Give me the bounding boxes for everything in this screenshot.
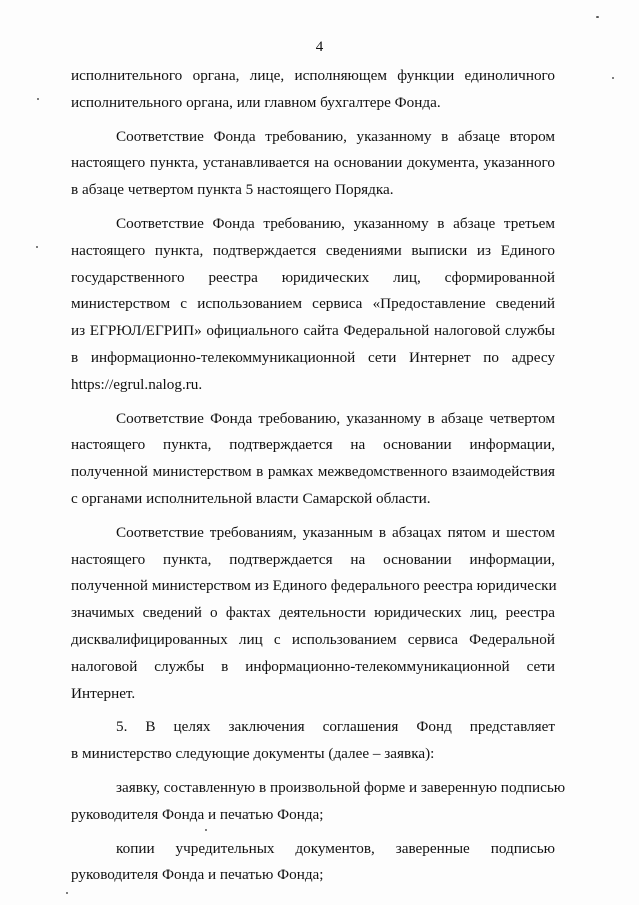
text-line: 5. В целях заключения соглашения Фонд представляет [116,718,555,736]
paragraph [71,520,555,708]
text-line: из ЕГРЮЛ/ЕГРИП» официального сайта Федеральной налоговой службы [71,322,555,340]
text-line: исполнительного органа, лице, исполняющем функции единоличного [71,67,555,84]
text-line: министерством с использованием сервиса «Предоставление сведений [71,295,555,313]
text-line: копии учредительных документов, заверенные подписью [116,839,555,857]
text-line: государственного реестра юридических лиц, сформированной [71,268,555,286]
paragraph [71,124,555,204]
scan-speck [37,98,39,100]
text-line: настоящего пункта, подтверждается сведениями выписки из Единого [71,241,555,259]
text-line: заявку, составленную в произвольной форме и заверенную подписью [116,778,566,796]
text-line: значимых сведений о фактах деятельности юридических лиц, реестра [71,604,555,622]
text-line: в министерство следующие документы (далее – заявка): [71,745,435,763]
paragraph [71,63,555,117]
paragraph-gap [71,399,555,406]
text-line: Соответствие Фонда требованию, указанному в абзаце четвертом [116,409,555,427]
paragraph [71,714,555,768]
text-line: исполнительного органа, или главном бухгалтере Фонда. [71,93,441,111]
text-line: дисквалифицированных лиц с использованием сервиса Федеральной [71,630,555,648]
paragraph-gap [71,829,555,836]
scan-speck [36,246,38,248]
paragraph [71,406,555,513]
text-line: в информационно-телекоммуникационной сети Интернет по адресу [71,348,555,366]
paragraph-gap [71,768,555,775]
document-body [71,63,566,889]
text-line: руководителя Фонда и печатью Фонда; [71,866,324,884]
paragraph-gap [71,707,555,714]
scan-speck [596,16,599,18]
paragraph [71,775,566,829]
text-line: https://egrul.nalog.ru. [71,375,203,393]
text-line: настоящего пункта, подтверждается на основании информации, [71,550,555,568]
text-line: в абзаце четвертом пункта 5 настоящего Порядка. [71,181,394,199]
text-line: Соответствие Фонда требованию, указанному в абзаце втором [116,127,555,145]
page-number: 4 [315,39,324,55]
text-line: с органами исполнительной власти Самарской области. [71,489,431,507]
text-line: Интернет. [71,684,136,702]
paragraph [71,211,555,399]
paragraph [71,836,555,890]
text-line: настоящего пункта, подтверждается на основании информации, [71,436,555,454]
text-line: руководителя Фонда и печатью Фонда; [71,805,324,823]
scan-speck [205,829,207,831]
text-line: Соответствие требованиям, указанным в абзацах пятом и шестом [116,523,555,541]
text-line: настоящего пункта, устанавливается на основании документа, указанного [71,154,555,172]
paragraph-gap [71,513,555,520]
text-line: Соответствие Фонда требованию, указанному в абзаце третьем [116,214,555,232]
paragraph-gap [71,204,555,211]
text-line: налоговой службы в информационно-телекоммуникационной сети [71,657,555,675]
text-line: полученной министерством из Единого федерального реестра юридически [71,577,557,595]
scan-speck [66,892,68,894]
paragraph-gap [71,117,555,124]
text-line: полученной министерством в рамках межведомственного взаимодействия [71,463,555,481]
scan-speck [612,77,614,79]
